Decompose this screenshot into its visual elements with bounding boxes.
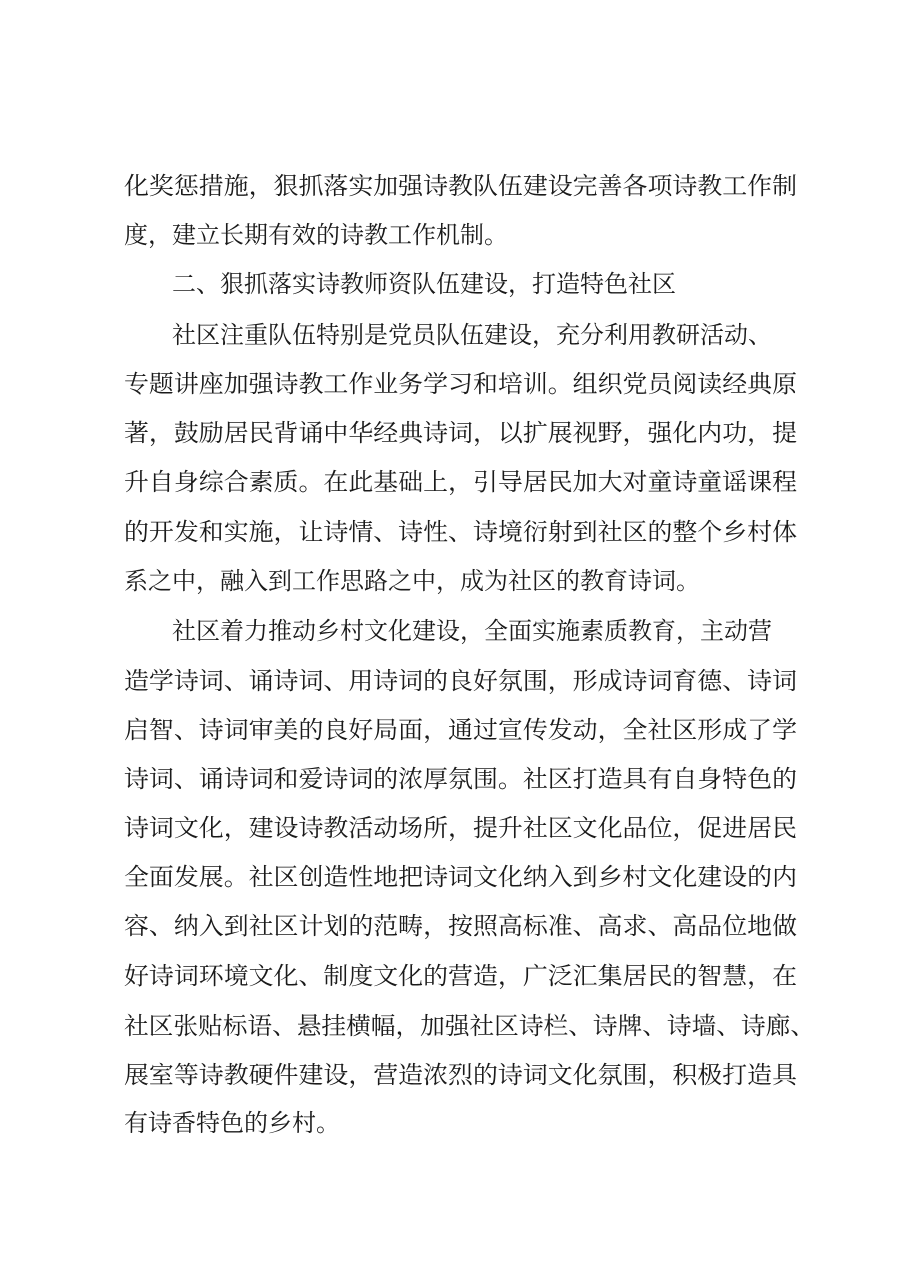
text-line: 升自身综合素质。在此基础上，引导居民加大对童诗童谣课程 bbox=[124, 468, 798, 496]
text-line: 化奖惩措施，狠抓落实加强诗教队伍建设完善各项诗教工作制 bbox=[124, 172, 798, 200]
text-line: 好诗词环境文化、制度文化的营造，广泛汇集居民的智慧，在 bbox=[124, 962, 798, 990]
section-heading: 二、狠抓落实诗教师资队伍建设，打造特色社区 bbox=[124, 270, 676, 298]
text-line: 度，建立长期有效的诗教工作机制。 bbox=[124, 221, 508, 249]
text-line: 诗词文化，建设诗教活动场所，提升社区文化品位，促进居民 bbox=[124, 814, 798, 842]
text-line: 诗词、诵诗词和爱诗词的浓厚氛围。社区打造具有自身特色的 bbox=[124, 765, 798, 793]
text-line: 的开发和实施，让诗情、诗性、诗境衍射到社区的整个乡村体 bbox=[124, 518, 798, 546]
text-line: 展室等诗教硬件建设，营造浓烈的诗词文化氛围，积极打造具 bbox=[124, 1061, 798, 1089]
text-line: 专题讲座加强诗教工作业务学习和培训。组织党员阅读经典原 bbox=[124, 370, 798, 398]
text-line: 社区注重队伍特别是党员队伍建设，充分利用教研活动、 bbox=[124, 321, 772, 349]
text-line: 造学诗词、诵诗词、用诗词的良好氛围，形成诗词育德、诗词 bbox=[124, 667, 798, 695]
text-line: 有诗香特色的乡村。 bbox=[124, 1109, 340, 1137]
text-line: 系之中，融入到工作思路之中，成为社区的教育诗词。 bbox=[124, 567, 700, 595]
text-line: 社区张贴标语、悬挂横幅，加强社区诗栏、诗牌、诗墙、诗廊、 bbox=[124, 1012, 815, 1040]
text-line: 著，鼓励居民背诵中华经典诗词，以扩展视野，强化内功，提 bbox=[124, 419, 798, 447]
text-line: 全面发展。社区创造性地把诗词文化纳入到乡村文化建设的内 bbox=[124, 863, 798, 891]
text-line: 启智、诗词审美的良好局面，通过宣传发动，全社区形成了学 bbox=[124, 716, 798, 744]
text-line: 容、纳入到社区计划的范畴，按照高标准、高求、高品位地做 bbox=[124, 912, 798, 940]
text-line: 社区着力推动乡村文化建设，全面实施素质教育，主动营 bbox=[124, 617, 772, 645]
